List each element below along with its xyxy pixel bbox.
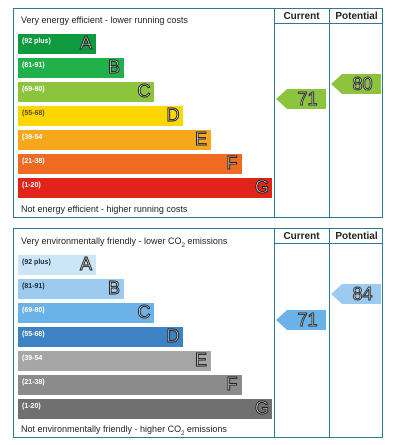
caption-text: Not environmentally friendly - higher CO	[21, 424, 182, 434]
band-range: (39-54	[22, 355, 43, 362]
band-bar-f	[18, 375, 242, 395]
band-bar-c	[18, 303, 154, 323]
band-range: (55-68)	[22, 110, 45, 117]
divider	[274, 243, 382, 244]
caption-text: emissions	[184, 424, 227, 434]
band-letter: G	[254, 177, 269, 197]
band-bar-b	[18, 279, 124, 299]
band-letter: F	[226, 153, 238, 173]
bottom-caption	[21, 424, 227, 437]
band-range: (69-80)	[22, 307, 45, 314]
band-range: (69-80)	[22, 86, 45, 93]
band-letter: B	[107, 278, 120, 298]
potential-rating-value: 84	[352, 284, 373, 304]
potential-header: Potential	[335, 231, 378, 242]
band-range: (21-38)	[22, 158, 45, 165]
environmental-impact-chart	[13, 228, 383, 438]
caption-subscript: 2	[181, 430, 185, 437]
band-letter: E	[194, 129, 207, 149]
band-bar-e	[18, 351, 211, 371]
potential-rating-arrow	[331, 284, 381, 304]
current-rating-arrow	[276, 89, 326, 109]
current-header: Current	[283, 11, 320, 22]
band-bar-d	[18, 106, 183, 126]
caption-text: emissions	[184, 236, 228, 246]
band-bar-g	[18, 399, 272, 419]
top-caption: Very energy efficient - lower running costs	[21, 15, 188, 25]
band-letter: D	[166, 105, 180, 125]
band-bar-c	[18, 82, 154, 102]
band-range: (92 plus)	[22, 259, 51, 266]
divider	[274, 9, 275, 217]
band-range: (81-91)	[22, 62, 45, 69]
band-bar-g	[18, 178, 272, 198]
divider	[329, 9, 330, 217]
band-letter: E	[194, 350, 207, 370]
potential-rating-arrow	[331, 74, 381, 94]
energy-efficiency-chart	[13, 8, 383, 218]
band-letter: G	[254, 398, 269, 418]
bottom-caption: Not energy efficient - higher running costs	[21, 204, 188, 214]
band-bar-a	[18, 255, 96, 275]
band-bar-b	[18, 58, 124, 78]
band-range: (39-54	[22, 134, 43, 141]
caption-subscript: 2	[181, 242, 185, 249]
band-bar-a	[18, 34, 96, 54]
band-range: (1-20)	[22, 403, 41, 410]
potential-header: Potential	[335, 11, 378, 22]
band-bar-e	[18, 130, 211, 150]
band-range: (92 plus)	[22, 38, 51, 45]
band-range: (81-91)	[22, 283, 45, 290]
band-letter: B	[107, 57, 120, 77]
divider	[274, 229, 275, 437]
band-letter: A	[79, 33, 92, 53]
band-letter: C	[137, 302, 151, 322]
band-bar-d	[18, 327, 183, 347]
band-letter: D	[166, 326, 180, 346]
current-rating-value: 71	[297, 310, 318, 330]
current-header: Current	[283, 231, 320, 242]
band-letter: A	[79, 254, 92, 274]
divider	[329, 229, 330, 437]
divider	[274, 23, 382, 24]
current-rating-arrow	[276, 310, 326, 330]
band-range: (55-68)	[22, 331, 45, 338]
band-letter: C	[137, 81, 151, 101]
band-range: (1-20)	[22, 182, 41, 189]
band-bar-f	[18, 154, 242, 174]
top-caption	[21, 236, 227, 249]
current-rating-value: 71	[297, 89, 318, 109]
band-letter: F	[226, 374, 238, 394]
potential-rating-value: 80	[352, 74, 373, 94]
band-range: (21-38)	[22, 379, 45, 386]
caption-text: Very environmentally friendly - lower CO	[21, 236, 182, 246]
